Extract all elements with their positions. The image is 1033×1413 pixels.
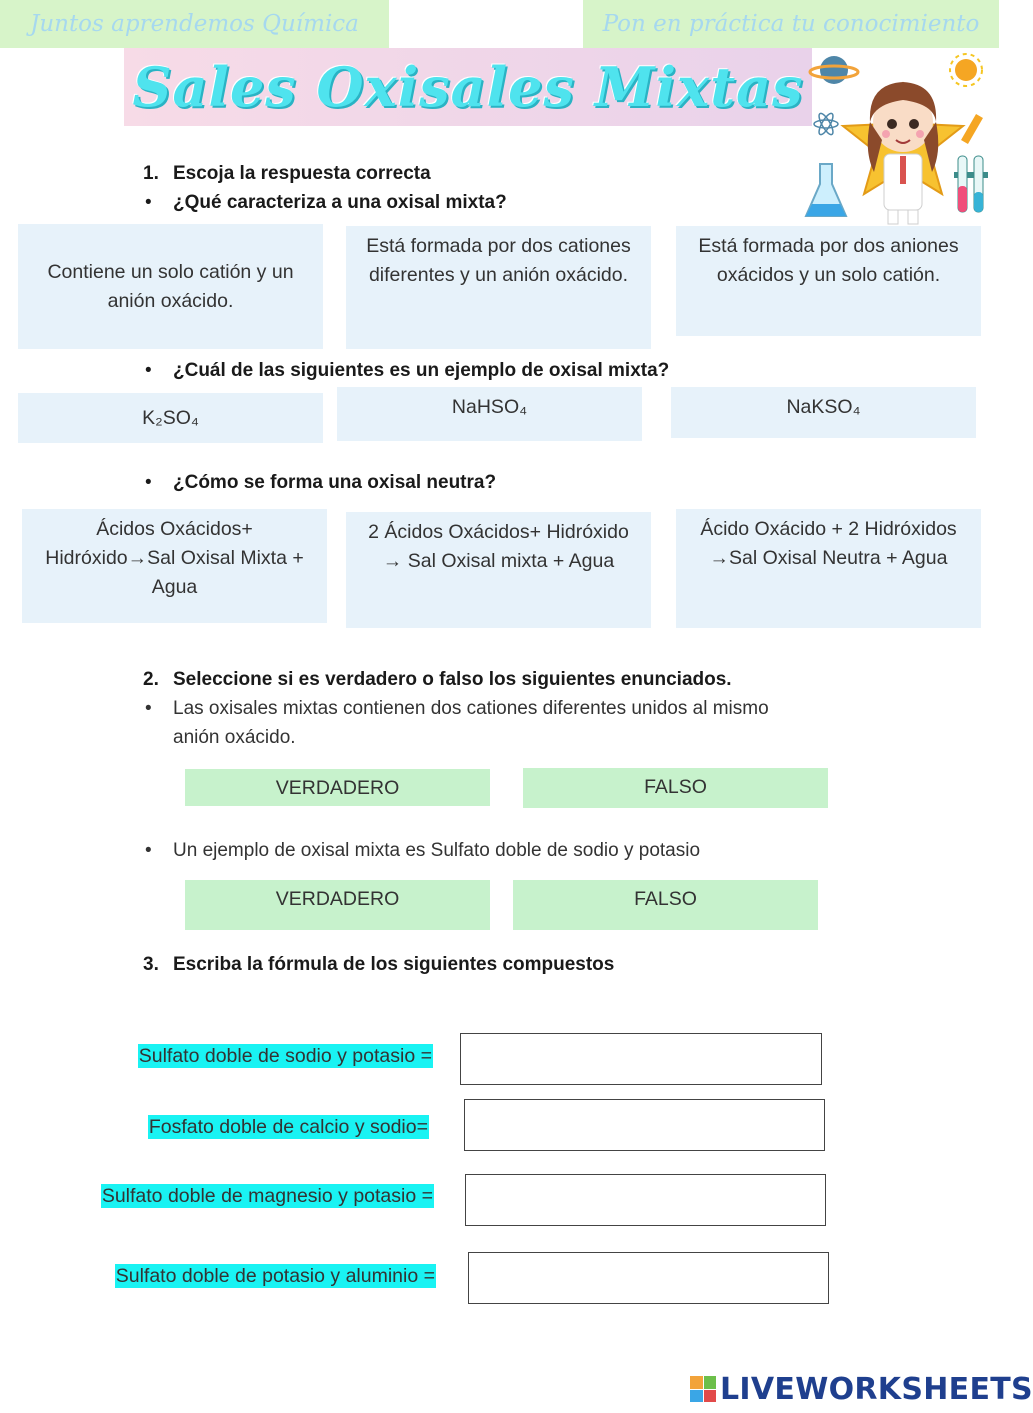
question-1c — [145, 472, 497, 494]
q2-option-a[interactable]: K₂SO₄ — [18, 393, 323, 443]
liveworksheets-logo-icon — [690, 1376, 716, 1402]
formula-input-1[interactable] — [460, 1033, 822, 1085]
formula-input-2[interactable] — [464, 1099, 825, 1151]
q3-option-c[interactable]: Ácido Oxácido + 2 Hidróxidos →Sal Oxisal Neutra + Agua — [676, 509, 981, 628]
section1-number: 1. — [143, 163, 159, 184]
compound-label-4: Sulfato doble de potasio y aluminio = — [115, 1265, 435, 1287]
statement-2-text: Un ejemplo de oxisal mixta es Sulfato doble de sodio y potasio — [173, 840, 701, 861]
formula-input-4[interactable] — [468, 1252, 829, 1304]
liveworksheets-logo — [690, 1372, 1033, 1406]
scientist-girl-illustration — [808, 44, 998, 226]
statement-1-line2: anión oxácido. — [173, 727, 296, 748]
question-1b-text: ¿Cuál de las siguientes es un ejemplo de oxisal mixta? — [173, 360, 670, 381]
statement-2 — [145, 840, 701, 862]
formula-input-3[interactable] — [465, 1174, 826, 1226]
sun-icon — [950, 54, 982, 86]
question-1b — [145, 360, 670, 382]
page-title: Sales Oxisales Mixtas — [132, 55, 804, 119]
bullet-icon: • — [145, 472, 152, 493]
q3-option-b[interactable]: 2 Ácidos Oxácidos+ Hidróxido → Sal Oxisal mixta + Agua — [346, 512, 651, 628]
statement-2-true-button[interactable]: VERDADERO — [185, 880, 490, 930]
test-tubes-icon — [954, 156, 988, 212]
q1-option-c[interactable]: Está formada por dos aniones oxácidos y un solo catión. — [676, 226, 981, 336]
statement-1-line1: Las oxisales mixtas contienen dos cationes diferentes unidos al mismo — [173, 698, 769, 719]
question-1a — [145, 192, 507, 214]
brand-name: LIVEWORKSHEETS — [720, 1371, 1033, 1407]
pencil-icon — [961, 114, 983, 144]
planet-icon — [810, 56, 858, 84]
compound-label-1: Sulfato doble de sodio y potasio = — [138, 1045, 432, 1067]
bullet-icon: • — [145, 698, 152, 719]
bullet-icon: • — [145, 360, 152, 381]
bullet-icon: • — [145, 192, 152, 213]
atom-icon — [814, 112, 838, 137]
statement-2-false-button[interactable]: FALSO — [513, 880, 818, 930]
section3-number: 3. — [143, 954, 159, 975]
statement-1 — [145, 698, 769, 720]
header-tag-right: Pon en práctica tu conocimiento — [583, 0, 999, 48]
compound-label-2: Fosfato doble de calcio y sodio= — [148, 1116, 428, 1138]
question-1a-text: ¿Qué caracteriza a una oxisal mixta? — [173, 192, 507, 213]
statement-1-true-button[interactable]: VERDADERO — [185, 769, 490, 806]
q3-option-a[interactable]: Ácidos Oxácidos+ Hidróxido→Sal Oxisal Mixta + Agua — [22, 509, 327, 623]
compound-label-3: Sulfato doble de magnesio y potasio = — [101, 1185, 433, 1207]
bullet-icon: • — [145, 840, 152, 861]
section2-heading — [143, 669, 732, 691]
section1-heading — [143, 163, 431, 185]
q1-option-a[interactable]: Contiene un solo catión y un anión oxácido. — [18, 224, 323, 349]
q2-option-b[interactable]: NaHSO₄ — [337, 387, 642, 441]
section2-heading-text: Seleccione si es verdadero o falso los siguientes enunciados. — [173, 669, 732, 690]
section3-heading-text: Escriba la fórmula de los siguientes compuestos — [173, 954, 615, 975]
section2-number: 2. — [143, 669, 159, 690]
title-banner — [124, 48, 812, 126]
header-tag-left: Juntos aprendemos Química — [0, 0, 389, 48]
q1-option-b[interactable]: Está formada por dos cationes diferentes y un anión oxácido. — [346, 226, 651, 349]
statement-1-false-button[interactable]: FALSO — [523, 768, 828, 808]
q2-option-c[interactable]: NaKSO₄ — [671, 387, 976, 438]
question-1c-text: ¿Cómo se forma una oxisal neutra? — [173, 472, 497, 493]
flask-icon — [806, 164, 846, 216]
section1-heading-text: Escoja la respuesta correcta — [173, 163, 431, 184]
section3-heading — [143, 954, 614, 976]
